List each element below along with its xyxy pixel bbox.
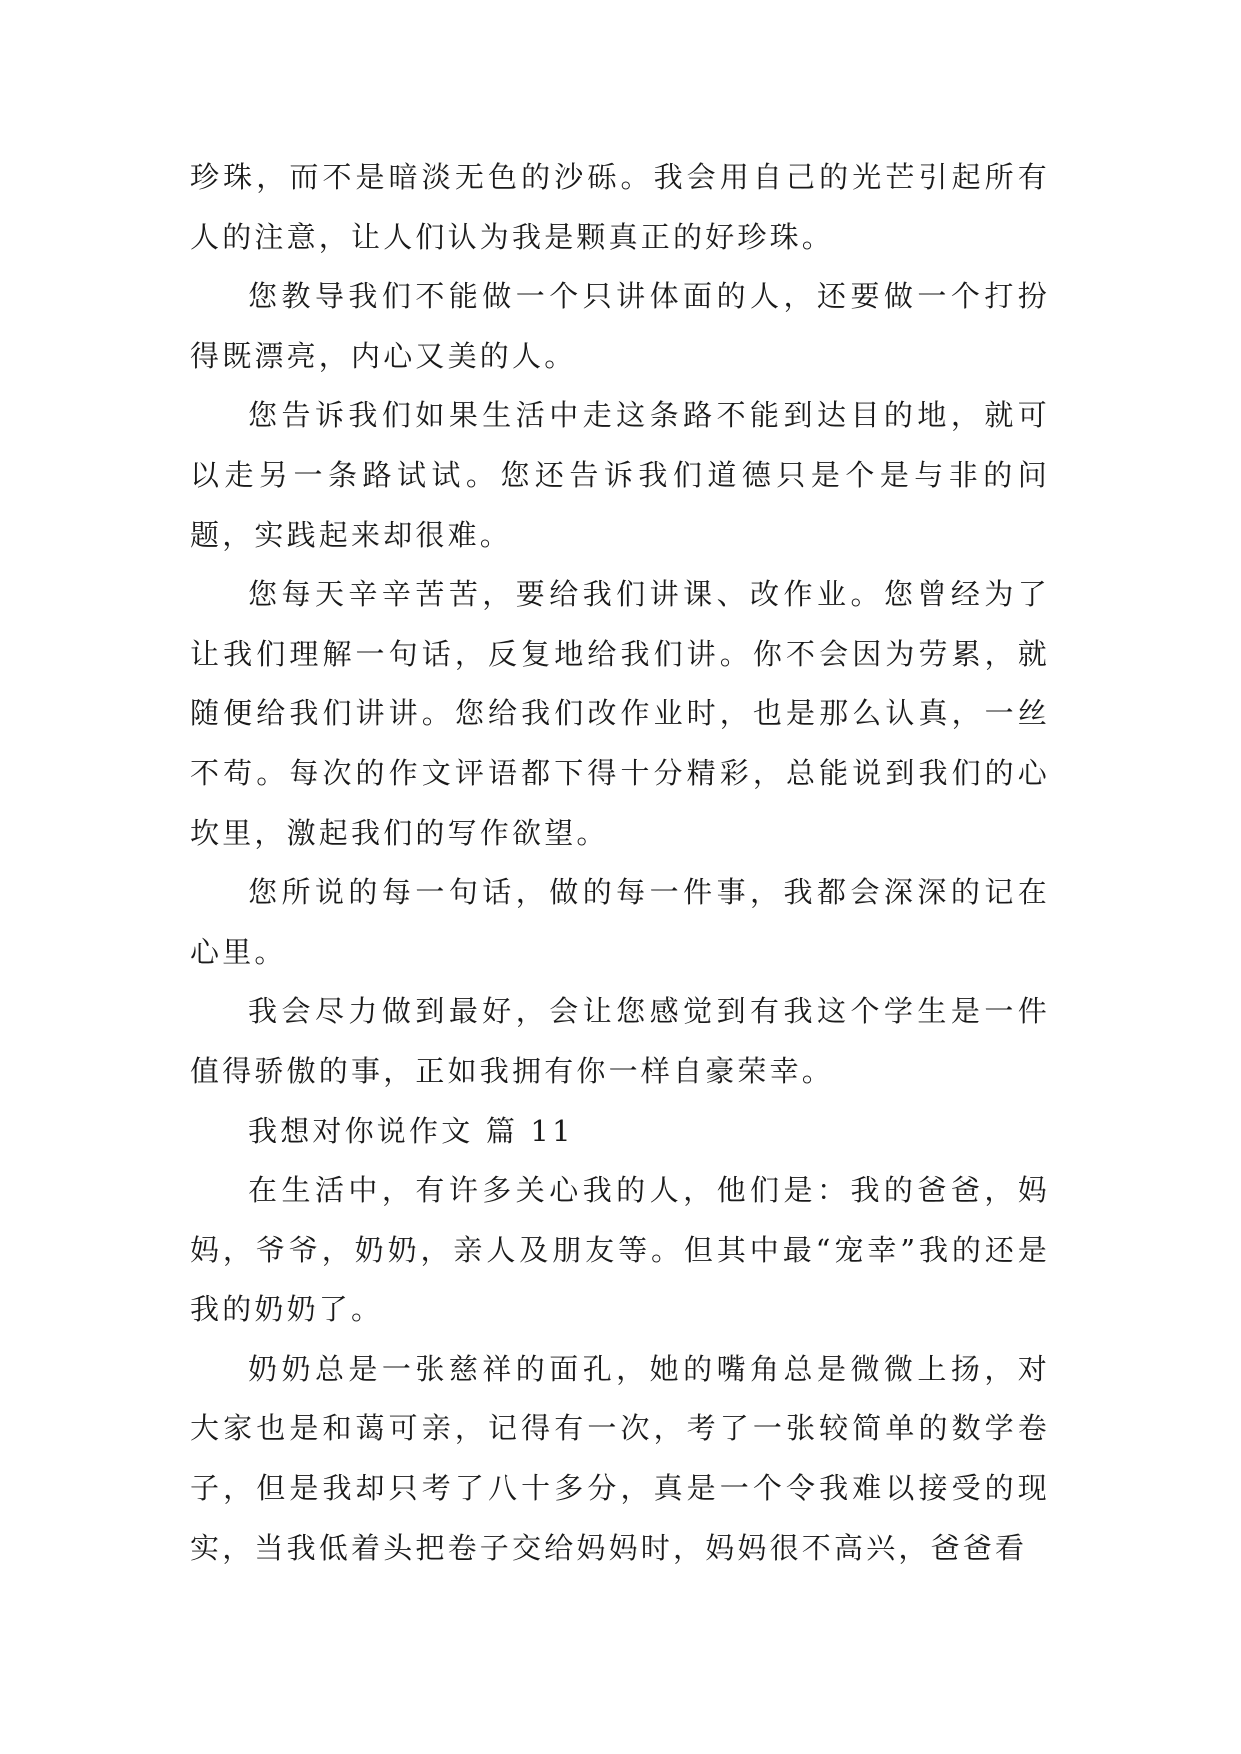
paragraph-1: 珍珠，而不是暗淡无色的沙砾。我会用自己的光芒引起所有人的注意，让人们认为我是颗真正的好珍珠。 [190,160,1050,254]
section-heading: 我想对你说作文 篇 11 [248,1113,574,1148]
paragraph-2: 您教导我们不能做一个只讲体面的人，还要做一个打扮得既漂亮，内心又美的人。 [190,279,1050,373]
paragraph-8: 奶奶总是一张慈祥的面孔，她的嘴角总是微微上扬，对大家也是和蔼可亲，记得有一次，考了一张较简单的数学卷子，但是我却只考了八十多分，真是一个令我难以接受的现实，当我低着头把卷子交给妈妈时，妈妈很不高兴，爸爸看 [190,1351,1050,1565]
paragraph-4: 您每天辛辛苦苦，要给我们讲课、改作业。您曾经为了让我们理解一句话，反复地给我们讲。你不会因为劳累，就随便给我们讲讲。您给我们改作业时，也是那么认真，一丝不苟。每次的作文评语都下得十分精彩，总能说到我们的心坎里，激起我们的写作欲望。 [190,577,1050,850]
paragraph-6: 我会尽力做到最好，会让您感觉到有我这个学生是一件值得骄傲的事，正如我拥有你一样自豪荣幸。 [190,994,1050,1088]
document-body [190,148,1050,1578]
paragraph-3: 您告诉我们如果生活中走这条路不能到达目的地，就可以走另一条路试试。您还告诉我们道德只是个是与非的问题，实践起来却很难。 [190,398,1050,552]
paragraph-7: 在生活中，有许多关心我的人，他们是：我的爸爸，妈妈，爷爷，奶奶，亲人及朋友等。但其中最“宠幸”我的还是我的奶奶了。 [190,1173,1050,1327]
paragraph-5: 您所说的每一句话，做的每一件事，我都会深深的记在心里。 [190,875,1050,969]
